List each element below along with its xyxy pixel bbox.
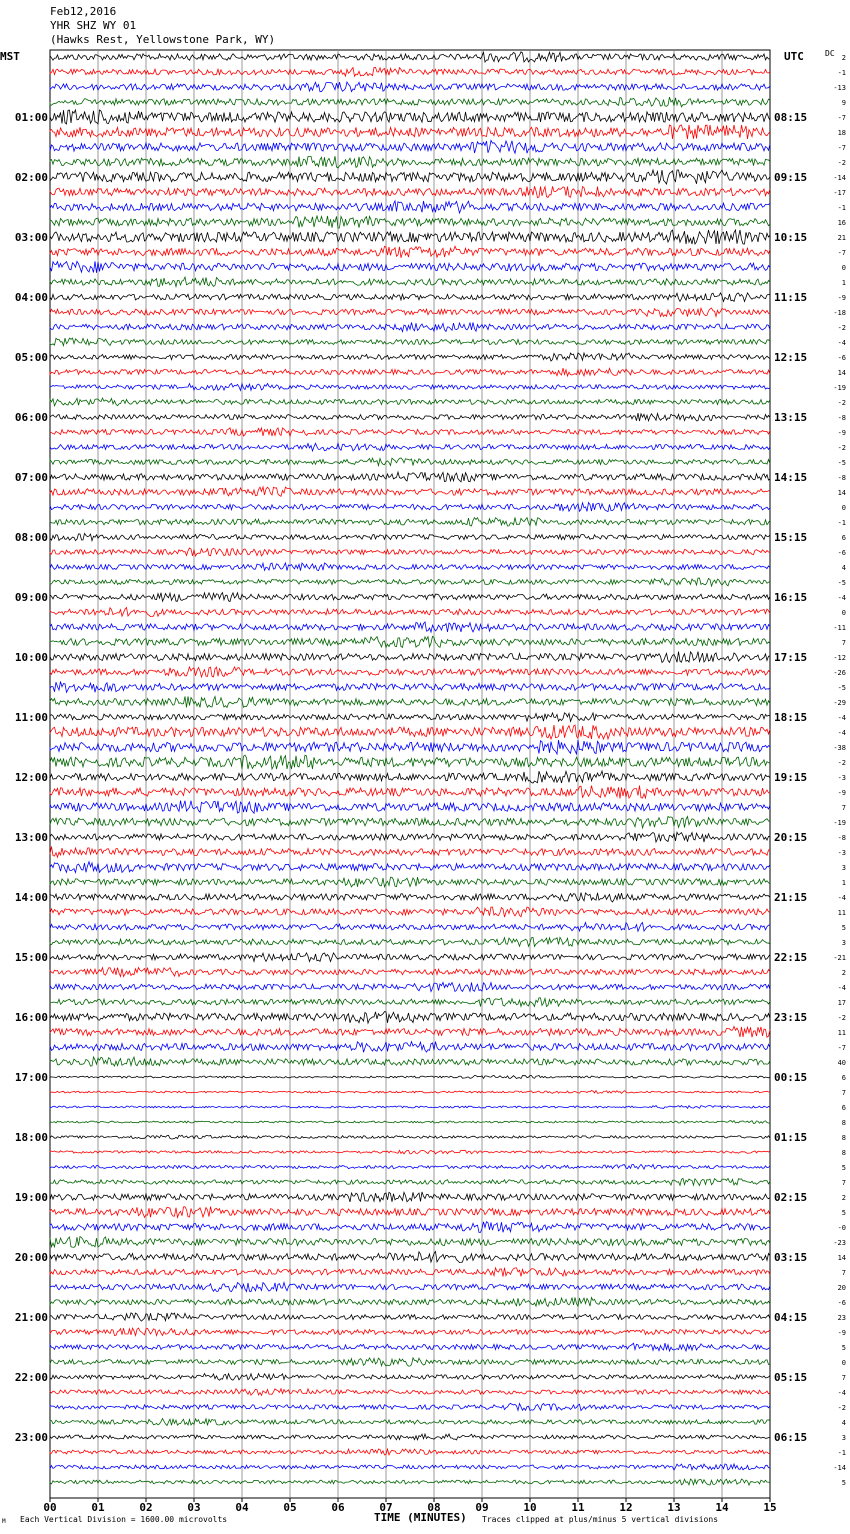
dc-offset-label: -7	[837, 144, 846, 152]
x-tick-label: 15	[763, 1501, 777, 1514]
seismic-trace	[50, 740, 770, 754]
right-hour-label: 06:15	[774, 1431, 808, 1444]
dc-offset-label: -26	[833, 669, 846, 677]
dc-offset-label: 16	[837, 219, 846, 227]
seismic-trace	[50, 261, 770, 273]
dc-offset-label: 20	[837, 1284, 846, 1292]
dc-offset-label: 3	[841, 939, 846, 947]
left-hour-label: 09:00	[14, 591, 48, 604]
right-hour-label: 10:15	[774, 231, 808, 244]
right-hour-label: 19:15	[774, 771, 808, 784]
left-hour-label: 12:00	[14, 771, 48, 784]
left-hour-label: 11:00	[14, 711, 48, 724]
left-timezone-label: MST	[0, 50, 20, 63]
station-code: YHR SHZ WY 01	[50, 19, 137, 32]
dc-offset-label: -0	[837, 1224, 846, 1232]
seismic-trace	[50, 1207, 770, 1218]
left-hour-label: 04:00	[14, 291, 48, 304]
left-hour-label: 05:00	[14, 351, 48, 364]
dc-offset-label: 4	[841, 564, 846, 572]
seismic-trace	[50, 1057, 770, 1066]
right-hour-label: 12:15	[774, 351, 808, 364]
recording-date: Feb12,2016	[50, 5, 117, 18]
dc-offset-label: 8	[841, 1149, 846, 1157]
right-hour-label: 11:15	[774, 291, 808, 304]
seismic-trace	[50, 156, 770, 168]
x-tick-label: 04	[235, 1501, 249, 1514]
x-tick-label: 08	[427, 1501, 441, 1514]
right-timezone-label: UTC	[784, 50, 804, 63]
seismic-trace	[50, 1076, 770, 1079]
left-hour-label: 18:00	[14, 1131, 48, 1144]
seismic-trace	[50, 696, 770, 707]
seismic-trace	[50, 652, 770, 663]
seismic-trace	[50, 1389, 770, 1396]
seismic-trace	[50, 413, 770, 421]
left-hour-label: 21:00	[14, 1311, 48, 1324]
dc-offset-label: -17	[833, 189, 846, 197]
right-hour-label: 15:15	[774, 531, 808, 544]
dc-offset-label: -2	[837, 444, 846, 452]
dc-offset-label: 1	[841, 879, 846, 887]
station-location: (Hawks Rest, Yellowstone Park, WY)	[50, 33, 276, 46]
seismic-trace	[50, 398, 770, 406]
seismic-trace	[50, 110, 770, 124]
dc-offset-label: -3	[837, 849, 846, 857]
seismic-trace	[50, 893, 770, 902]
seismic-trace	[50, 216, 770, 228]
dc-offset-label: 7	[841, 1374, 846, 1382]
dc-offset-label: -4	[837, 714, 846, 722]
seismic-trace	[50, 937, 770, 946]
dc-offset-label: -7	[837, 114, 846, 122]
seismic-trace	[50, 578, 770, 586]
seismic-trace	[50, 323, 770, 332]
dc-offset-label: 0	[841, 504, 846, 512]
right-hour-label: 08:15	[774, 111, 808, 124]
right-hour-label: 01:15	[774, 1131, 808, 1144]
right-hour-label: 00:15	[774, 1071, 808, 1084]
scale-note: Each Vertical Division = 1600.00 microvolts	[20, 1515, 228, 1524]
seismic-trace	[50, 458, 770, 466]
seismic-trace	[50, 1042, 770, 1053]
dc-offset-label: -2	[837, 159, 846, 167]
right-hour-label: 14:15	[774, 471, 808, 484]
dc-offset-label: -8	[837, 474, 846, 482]
dc-offset-label: -8	[837, 834, 846, 842]
seismic-trace	[50, 593, 770, 602]
dc-offset-label: 11	[837, 909, 846, 917]
right-hour-label: 20:15	[774, 831, 808, 844]
seismic-trace	[50, 1012, 770, 1024]
seismic-trace	[50, 140, 770, 153]
dc-offset-label: 2	[841, 969, 846, 977]
right-hour-label: 02:15	[774, 1191, 808, 1204]
seismic-trace	[50, 503, 770, 512]
seismic-trace	[50, 1222, 770, 1233]
dc-offset-label: -4	[837, 984, 846, 992]
seismic-trace	[50, 1252, 770, 1263]
dc-offset-label: -9	[837, 789, 846, 797]
dc-offset-label: 17	[837, 999, 846, 1007]
left-hour-label: 13:00	[14, 831, 48, 844]
seismic-trace	[50, 428, 770, 436]
seismic-trace	[50, 786, 770, 799]
right-hour-label: 04:15	[774, 1311, 808, 1324]
seismic-trace	[50, 1434, 770, 1440]
seismic-trace	[50, 877, 770, 887]
dc-offset-label: 7	[841, 639, 846, 647]
seismic-trace	[50, 1283, 770, 1292]
dc-offset-label: -11	[833, 624, 846, 632]
x-tick-label: 10	[523, 1501, 537, 1514]
dc-offset-label: 7	[841, 1269, 846, 1277]
dc-offset-label: 2	[841, 1194, 846, 1202]
seismic-trace	[50, 1343, 770, 1351]
left-hour-label: 08:00	[14, 531, 48, 544]
dc-offset-label: -1	[837, 69, 846, 77]
dc-offset-label: 5	[841, 1344, 846, 1352]
dc-offset-label: 9	[841, 99, 846, 107]
x-tick-label: 09	[475, 1501, 489, 1514]
dc-offset-label: 3	[841, 1434, 846, 1442]
dc-offset-label: -2	[837, 1404, 846, 1412]
dc-offset-label: -29	[833, 699, 846, 707]
dc-offset-label: 14	[837, 1254, 846, 1262]
dc-offset-label: -13	[833, 84, 846, 92]
dc-offset-label: -4	[837, 594, 846, 602]
dc-offset-label: -9	[837, 1329, 846, 1337]
x-tick-label: 05	[283, 1501, 297, 1514]
dc-offset-label: 0	[841, 264, 846, 272]
seismic-trace	[50, 186, 770, 197]
dc-offset-label: -5	[837, 459, 846, 467]
seismic-trace	[50, 52, 770, 62]
dc-offset-label: -3	[837, 774, 846, 782]
seismic-trace	[50, 832, 770, 842]
left-hour-label: 01:00	[14, 111, 48, 124]
seismic-trace	[50, 862, 770, 873]
dc-offset-label: -6	[837, 1299, 846, 1307]
clip-note: Traces clipped at plus/minus 5 vertical divisions	[482, 1515, 719, 1524]
seismic-trace	[50, 518, 770, 527]
seismic-trace	[50, 246, 770, 258]
dc-offset-label: -7	[837, 249, 846, 257]
x-tick-label: 07	[379, 1501, 393, 1514]
seismic-trace	[50, 636, 770, 647]
seismic-trace	[50, 968, 770, 977]
seismic-trace	[50, 338, 770, 346]
seismic-trace	[50, 1328, 770, 1336]
seismic-trace	[50, 533, 770, 540]
left-hour-label: 10:00	[14, 651, 48, 664]
left-hour-label: 02:00	[14, 171, 48, 184]
dc-offset-label: -6	[837, 549, 846, 557]
dc-offset-label: -4	[837, 894, 846, 902]
dc-offset-label: 1	[841, 279, 846, 287]
left-hour-label: 07:00	[14, 471, 48, 484]
seismic-trace	[50, 1449, 770, 1455]
dc-offset-label: -38	[833, 744, 846, 752]
seismic-trace	[50, 487, 770, 496]
left-hour-label: 14:00	[14, 891, 48, 904]
seismic-trace	[50, 1178, 770, 1185]
seismic-trace	[50, 608, 770, 617]
dc-offset-label: -1	[837, 519, 846, 527]
seismic-trace	[50, 1313, 770, 1321]
x-tick-label: 02	[139, 1501, 153, 1514]
seismic-trace	[50, 1192, 770, 1202]
dc-offset-label: -8	[837, 414, 846, 422]
dc-offset-label: 7	[841, 1179, 846, 1187]
seismic-trace	[50, 1135, 770, 1139]
dc-offset-label: -2	[837, 324, 846, 332]
dc-offset-label: 14	[837, 489, 846, 497]
seismic-trace	[50, 847, 770, 858]
right-hour-label: 23:15	[774, 1011, 808, 1024]
seismic-trace	[50, 443, 770, 451]
seismic-trace	[50, 1298, 770, 1307]
dc-offset-label: -1	[837, 204, 846, 212]
seismic-trace	[50, 368, 770, 376]
dc-offset-label: 11	[837, 1029, 846, 1037]
dc-offset-label: -4	[837, 339, 846, 347]
dc-offset-header: DC	[825, 49, 835, 58]
dc-offset-label: -14	[833, 174, 846, 182]
dc-offset-label: 5	[841, 1209, 846, 1217]
seismic-trace	[50, 1419, 770, 1426]
dc-offset-label: 6	[841, 1074, 846, 1082]
seismic-trace	[50, 170, 770, 184]
dc-offset-label: 3	[841, 864, 846, 872]
left-hour-label: 22:00	[14, 1371, 48, 1384]
x-tick-label: 14	[715, 1501, 729, 1514]
dc-offset-label: 5	[841, 924, 846, 932]
right-hour-label: 21:15	[774, 891, 808, 904]
dc-offset-label: 0	[841, 609, 846, 617]
dc-offset-label: 2	[841, 54, 846, 62]
seismic-trace	[50, 201, 770, 213]
left-hour-label: 03:00	[14, 231, 48, 244]
dc-offset-label: -6	[837, 354, 846, 362]
right-hour-label: 13:15	[774, 411, 808, 424]
x-tick-label: 13	[667, 1501, 681, 1514]
dc-offset-label: -7	[837, 1044, 846, 1052]
dc-offset-label: -19	[833, 819, 846, 827]
seismic-trace	[50, 953, 770, 962]
seismic-trace	[50, 725, 770, 739]
dc-offset-label: 4	[841, 1419, 846, 1427]
right-hour-label: 05:15	[774, 1371, 808, 1384]
seismic-trace	[50, 1268, 770, 1277]
left-hour-label: 15:00	[14, 951, 48, 964]
dc-offset-label: -9	[837, 429, 846, 437]
x-tick-label: 01	[91, 1501, 105, 1514]
dc-offset-label: 14	[837, 369, 846, 377]
dc-offset-label: -14	[833, 1464, 846, 1472]
dc-offset-label: 7	[841, 804, 846, 812]
dc-offset-label: -5	[837, 579, 846, 587]
seismic-trace	[50, 907, 770, 917]
dc-offset-label: 5	[841, 1479, 846, 1487]
seismic-trace	[50, 82, 770, 92]
dc-offset-label: 0	[841, 1359, 846, 1367]
seismic-trace	[50, 97, 770, 107]
seismic-trace	[50, 1237, 770, 1248]
seismic-trace	[50, 1027, 770, 1038]
seismic-trace	[50, 1121, 770, 1124]
x-tick-label: 11	[571, 1501, 585, 1514]
seismic-trace	[50, 67, 770, 76]
seismic-trace	[50, 667, 770, 677]
dc-offset-label: 21	[837, 234, 846, 242]
seismic-trace	[50, 622, 770, 632]
dc-offset-label: 18	[837, 129, 846, 137]
left-hour-label: 17:00	[14, 1071, 48, 1084]
x-axis-title: TIME (MINUTES)	[374, 1511, 467, 1524]
dc-offset-label: -12	[833, 654, 846, 662]
dc-offset-label: -9	[837, 294, 846, 302]
left-hour-label: 19:00	[14, 1191, 48, 1204]
seismic-trace	[50, 472, 770, 482]
left-hour-label: 06:00	[14, 411, 48, 424]
seismic-trace	[50, 1374, 770, 1381]
dc-offset-label: -5	[837, 684, 846, 692]
dc-offset-label: 6	[841, 534, 846, 542]
dc-offset-label: 6	[841, 1104, 846, 1112]
right-hour-label: 22:15	[774, 951, 808, 964]
seismic-trace	[50, 277, 770, 286]
x-tick-label: 00	[43, 1501, 57, 1514]
seismic-trace	[50, 817, 770, 828]
left-hour-label: 16:00	[14, 1011, 48, 1024]
right-hour-label: 17:15	[774, 651, 808, 664]
dc-offset-label: -2	[837, 759, 846, 767]
right-hour-label: 18:15	[774, 711, 808, 724]
dc-offset-label: -2	[837, 1014, 846, 1022]
seismic-trace	[50, 998, 770, 1007]
seismic-trace	[50, 682, 770, 693]
seismic-trace	[50, 1150, 770, 1154]
corner-mark: M	[2, 1518, 6, 1525]
seismic-trace	[50, 923, 770, 932]
seismic-trace	[50, 293, 770, 302]
seismic-trace	[50, 713, 770, 722]
seismic-trace	[50, 755, 770, 769]
seismic-trace	[50, 1106, 770, 1109]
seismic-trace	[50, 801, 770, 814]
dc-offset-label: -23	[833, 1239, 846, 1247]
seismic-trace	[50, 1358, 770, 1366]
right-hour-label: 16:15	[774, 591, 808, 604]
dc-offset-label: 40	[837, 1059, 846, 1067]
dc-offset-label: -18	[833, 309, 846, 317]
dc-offset-label: 8	[841, 1134, 846, 1142]
seismic-trace	[50, 1403, 770, 1410]
dc-offset-label: 8	[841, 1119, 846, 1127]
left-hour-label: 23:00	[14, 1431, 48, 1444]
dc-offset-label: 5	[841, 1164, 846, 1172]
seismic-trace	[50, 563, 770, 571]
dc-offset-label: -2	[837, 399, 846, 407]
right-hour-label: 09:15	[774, 171, 808, 184]
right-hour-label: 03:15	[774, 1251, 808, 1264]
dc-offset-label: 7	[841, 1089, 846, 1097]
dc-offset-label: -21	[833, 954, 846, 962]
seismic-trace	[50, 982, 770, 991]
seismic-trace	[50, 1479, 770, 1485]
left-hour-label: 20:00	[14, 1251, 48, 1264]
seismic-trace	[50, 771, 770, 783]
seismic-trace	[50, 548, 770, 556]
x-tick-label: 12	[619, 1501, 633, 1514]
seismic-trace	[50, 308, 770, 316]
dc-offset-label: -19	[833, 384, 846, 392]
x-tick-label: 06	[331, 1501, 345, 1514]
seismic-trace	[50, 384, 770, 391]
seismic-trace	[50, 125, 770, 139]
x-tick-label: 03	[187, 1501, 201, 1514]
dc-offset-label: -4	[837, 1389, 846, 1397]
seismic-trace	[50, 1464, 770, 1470]
seismic-trace	[50, 230, 770, 244]
seismic-trace	[50, 1091, 770, 1094]
seismic-trace	[50, 353, 770, 361]
dc-offset-label: -4	[837, 729, 846, 737]
dc-offset-label: -1	[837, 1449, 846, 1457]
seismic-trace	[50, 1164, 770, 1169]
dc-offset-label: 23	[837, 1314, 846, 1322]
